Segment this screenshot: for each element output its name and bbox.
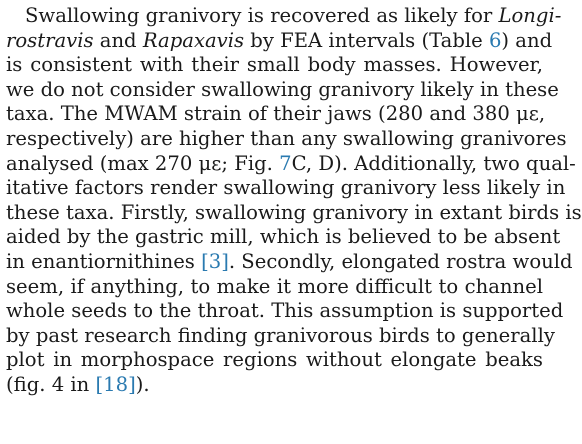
text-run: whole seeds to the throat. This assumption is supported [6, 299, 564, 323]
text-line [6, 151, 576, 177]
text-run: seem, if anything, to make it more difficult to channel [6, 274, 543, 298]
text-line [6, 77, 559, 103]
italic-taxon-name: Longi- [498, 4, 562, 27]
text-run: respectively) are higher than any swallowing granivores [6, 126, 567, 150]
text-run: ). [135, 372, 150, 396]
text-run: aided by the gastric mill, which is believed to be absent [6, 225, 561, 249]
italic-taxon-name: Rapaxavis [142, 28, 245, 52]
text-line [6, 176, 566, 201]
text-run: in enantiornithines [6, 249, 202, 273]
reference-link[interactable]: 7 [279, 151, 292, 175]
text-run: these taxa. Firstly, swallowing granivory in extant birds is [6, 200, 582, 224]
text-run: analysed (max 270 με; Fig. [6, 151, 280, 175]
text-line [6, 348, 543, 373]
text-run: is consistent with their small body masses. However, [6, 53, 543, 77]
text-line [6, 28, 553, 54]
text-run: C, D). Additionally, two qual- [291, 151, 576, 175]
text-line [6, 53, 543, 78]
text-run: taxa. The MWAM strain of their jaws (280 and 380 με, [6, 102, 546, 126]
text-run: Swallowing granivory is recovered as likely for [25, 4, 499, 27]
text-line [6, 249, 573, 275]
text-run: (fig. 4 in [6, 372, 96, 396]
reference-link[interactable]: [18] [95, 372, 136, 396]
text-line [6, 373, 543, 398]
text-run: by past research finding granivorous birds to generally [6, 323, 555, 347]
text-line [6, 4, 562, 29]
text-run: by FEA intervals (Table [244, 28, 489, 52]
text-line [6, 200, 582, 226]
text-line [6, 102, 546, 127]
text-run: itative factors render swallowing granivory less likely in [6, 176, 566, 200]
reference-link[interactable]: [3] [201, 249, 229, 273]
text-line [6, 126, 567, 152]
text-line [6, 225, 561, 250]
text-line [6, 299, 564, 324]
text-run: . Secondly, elongated rostra would [228, 249, 573, 273]
text-run: and [93, 28, 143, 52]
text-run: we do not consider swallowing granivory likely in these [6, 77, 559, 101]
body-paragraph [6, 4, 582, 398]
italic-taxon-name: rostravis [6, 28, 94, 52]
text-line [6, 275, 543, 300]
text-run: plot in morphospace regions without elongate beaks [6, 348, 543, 372]
text-run: ) and [501, 28, 553, 52]
reference-link[interactable]: 6 [488, 28, 502, 52]
text-line [6, 323, 555, 349]
